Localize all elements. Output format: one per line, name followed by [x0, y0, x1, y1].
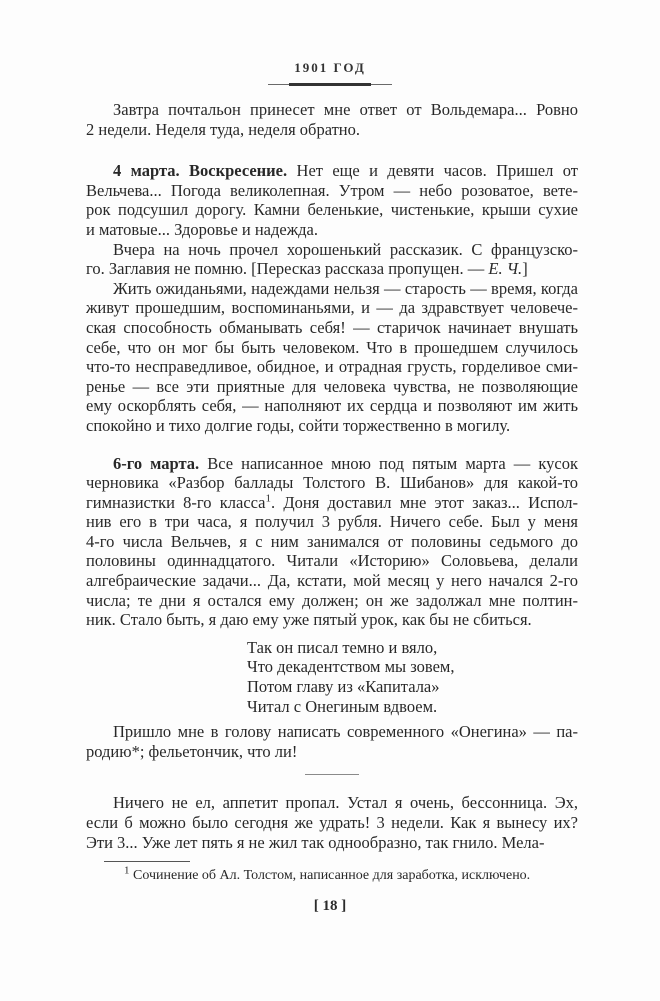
- text-line: себе, что он мог бы быть человеком. Что в прошедшем случилось: [86, 337, 578, 357]
- para-story: [86, 240, 578, 279]
- text-line: родию*; фельетончик, что ли!: [86, 741, 298, 761]
- text-line: Эти 3... Уже лет пять я не жил так однообразно, так гнило. Мела-: [86, 832, 545, 852]
- text-line: гимназистки 8-го класса$^1$. Доня доставил мне этот заказ... Испол-: [86, 492, 578, 512]
- text-line: нив его в три часа, я получил 3 рубля. Ничего себе. Был у меня: [86, 512, 578, 532]
- footnote: [86, 864, 578, 885]
- para-postman: [86, 100, 578, 139]
- text-line: числа; те дни я остался ему должен; он же задолжал мне полтин-: [86, 590, 578, 610]
- para-entry-march-6: [86, 454, 578, 630]
- text-line: Вчера на ночь прочел хорошенький рассказик. С французско-: [113, 239, 578, 259]
- text-line: ник. Стало быть, я даю ему уже пятый урок, как бы не сбиться.: [86, 610, 532, 630]
- text-line: 6-го марта. Все написанное мною под пятым марта — кусок: [113, 453, 578, 473]
- text-line: что-то несправедливое, обидное, и отрадная грусть, горделивое сми-: [86, 357, 578, 377]
- verse-line: Так он писал темно и вяло,: [247, 637, 438, 657]
- page-number: [ 18 ]: [313, 898, 347, 915]
- text-line: половины одиннадцатого. Читали «Историю» Соловьева, делали: [86, 551, 578, 571]
- text-line: спокойно и тихо долгие годы, сойти торжественно в могилу.: [86, 415, 511, 435]
- text-line: алгебраические задачи... Да, кстати, мой месяц у него начался 2-го: [86, 571, 578, 591]
- para-evening-note: [86, 793, 578, 852]
- text-line: ему оскорблять себя, — наполняют их сердца и позволяют им жить: [86, 396, 578, 416]
- text-line: Завтра почтальон принесет мне ответ от Вольдемара... Ровно: [113, 100, 578, 119]
- text-line: Жить ожиданьями, надеждами нельзя — старость — время, когда: [113, 278, 578, 298]
- text-line: 2 недели. Неделя туда, неделя обратно.: [86, 119, 361, 139]
- text-line: и матовые... Здоровье и надежда.: [86, 219, 318, 239]
- footnote-area: [86, 861, 578, 885]
- para-reflection: [86, 279, 578, 436]
- text-line: Вельчева... Погода великолепная. Утром — небо розоватое, вете-: [86, 180, 578, 200]
- section-separator: [305, 774, 359, 775]
- footnote-rule: [104, 861, 190, 862]
- verse-line: Что декадентством мы зовем,: [247, 657, 455, 677]
- header-rule: [268, 83, 392, 86]
- para-entry-march-4: [86, 161, 578, 239]
- text-line: Пришло мне в голову написать современного «Онегина» — па-: [113, 722, 578, 742]
- verse-line: Потом главу из «Капитала»: [247, 677, 440, 697]
- text-line: 4 марта. Воскресение. Нет еще и девяти часов. Пришел от: [113, 161, 578, 181]
- page-body: [86, 100, 578, 852]
- text-line: если б можно было сегодня же удрать! 3 недели. Как я вынесу их?: [86, 813, 578, 832]
- text-line: живут прошедшим, воспоминаньями, и — да здравствует человече-: [86, 298, 578, 318]
- page-title: 1901 ГОД: [294, 60, 366, 75]
- verse-quote: [86, 638, 578, 716]
- para-onegin-idea: [86, 722, 578, 761]
- text-line: ская способность обманывать себя! — старичок начинает внушать: [86, 317, 578, 337]
- verse-line: Читал с Онегиным вдвоем.: [247, 696, 438, 716]
- text-line: 4-го числа Вельчев, я с ним занимался от половины седьмого до: [86, 531, 578, 551]
- text-line: Ничего не ел, аппетит пропал. Устал я очень, бессонница. Эх,: [113, 793, 578, 813]
- text-line: го. Заглавия не помню. [Пересказ рассказа пропущен. — Е. Ч.]: [86, 259, 528, 279]
- text-line: рок подсушил дорогу. Камни беленькие, чистенькие, крыши сухие: [86, 200, 578, 220]
- text-line: ренье — все эти приятные для человека чувства, не позволяющие: [86, 376, 578, 396]
- footnote-text: Сочинение об Ал. Толстом, написанное для заработка, исключено.: [129, 868, 531, 884]
- text-line: черновика «Разбор баллады Толстого В. Шибанов» для какой-то: [86, 473, 578, 493]
- footnote-marker: 1: [124, 864, 130, 877]
